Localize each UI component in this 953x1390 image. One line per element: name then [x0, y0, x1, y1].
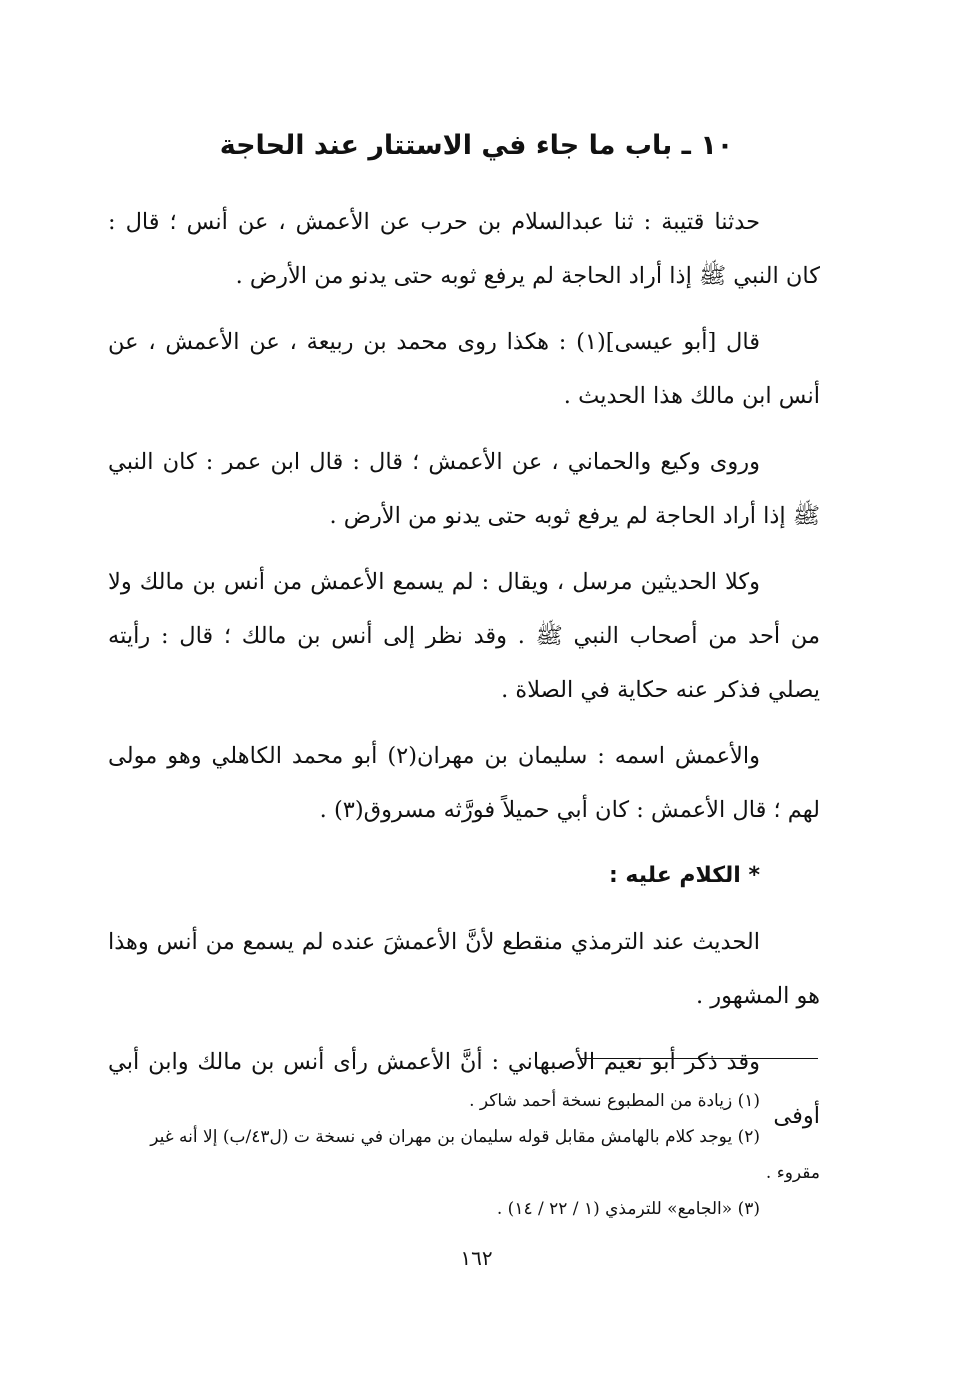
footnote-separator: [580, 1058, 818, 1059]
paragraph-3-text: وروى وكيع والحماني ، عن الأعمش ؛ قال : قال ابن عمر : كان النبي ﷺ إذا أراد الحاجة لم يرفع ثوبه حتى يدنو من الأرض .: [108, 449, 820, 529]
paragraph-5-text: والأعمش اسمه : سليمان بن مهران(٢) أبو محمد الكاهلي وهو مولى لهم ؛ قال الأعمش : كان أبي حميلاً فورَّثه مسروق(٣) .: [108, 743, 820, 823]
paragraph-2-text: قال [أبو عيسى](١) : هكذا روى محمد بن ربيعة ، عن الأعمش ، عن أنس ابن مالك هذا الحديث .: [108, 329, 820, 409]
paragraph-6-text: الحديث عند الترمذي منقطع لأنَّ الأعمشَ عنده لم يسمع من أنس وهذا هو المشهور .: [108, 929, 820, 1009]
paragraph-4: [108, 555, 820, 717]
paragraph-4-text: وكلا الحديثين مرسل ، ويقال : لم يسمع الأعمش من أنس بن مالك ولا من أحد من أصحاب النبي ﷺ . وقد نظر إلى أنس بن مالك ؛ قال : رأيته يصلي فذكر عنه حكاية في الصلاة .: [108, 569, 820, 703]
paragraph-6: [108, 915, 820, 1023]
footnote-2: (٢) يوجد كلام بالهامش مقابل قوله سليمان بن مهران في نسخة ت (ل٤٣/ب) إلا أنه غير: [150, 1127, 760, 1147]
footnote-2-continuation: مقروء .: [765, 1163, 820, 1183]
body-text: [108, 195, 820, 1155]
paragraph-1-text: حدثنا قتيبة : ثنا عبدالسلام بن حرب عن الأعمش ، عن أنس ؛ قال : كان النبي ﷺ إذا أراد الحاجة لم يرفع ثوبه حتى يدنو من الأرض .: [108, 209, 820, 289]
paragraph-3: [108, 435, 820, 543]
chapter-title: ١٠ ـ باب ما جاء في الاستتار عند الحاجة: [219, 130, 734, 161]
paragraph-5: [108, 729, 820, 837]
paragraph-1: [108, 195, 820, 303]
footnote-1: (١) زيادة من المطبوع نسخة أحمد شاكر .: [469, 1091, 760, 1111]
section-subheading: * الكلام عليه :: [608, 863, 760, 888]
page-number: ١٦٢: [460, 1246, 493, 1270]
footnotes: [108, 1083, 820, 1227]
paragraph-2: [108, 315, 820, 423]
footnote-3: (٣) «الجامع» للترمذي (١ / ٢٢ / ١٤) .: [496, 1199, 760, 1219]
paragraph-7-text: وقد ذكر أبو نعيم الأصبهاني : أنَّ الأعمش رأى أنس بن مالك وابن أبي أوفى: [108, 1049, 820, 1129]
